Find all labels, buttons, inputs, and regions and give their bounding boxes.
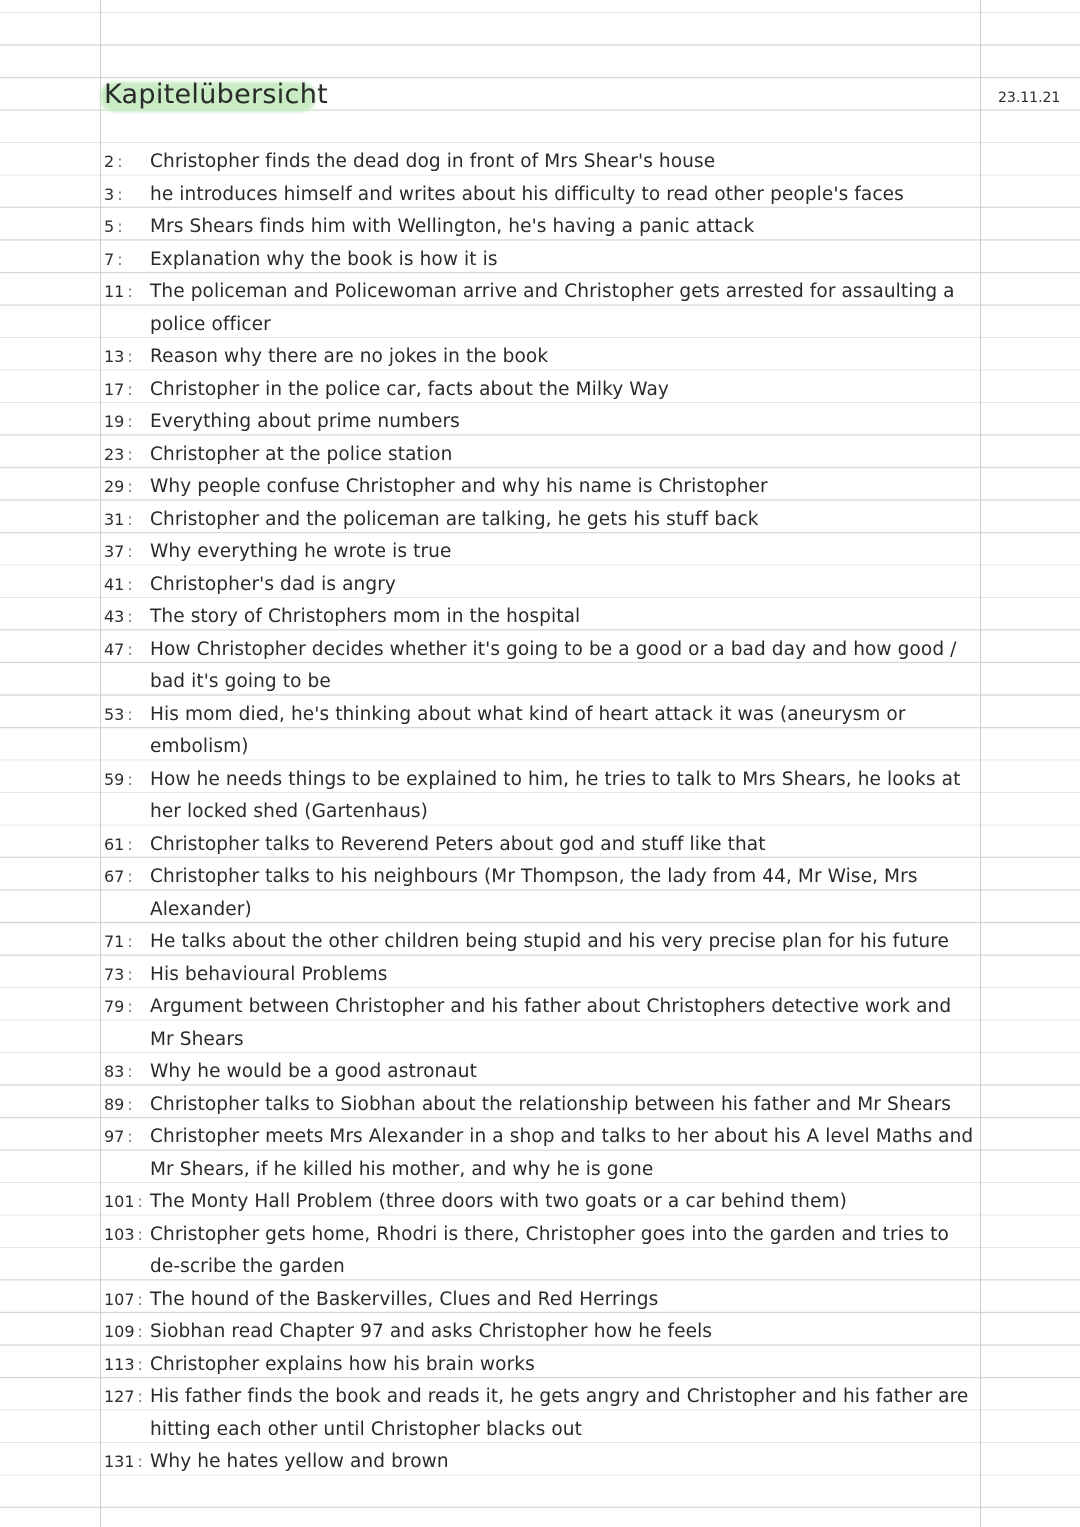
- chapter-number: [104, 861, 150, 894]
- chapter-entry: [104, 829, 976, 862]
- chapter-number: [104, 341, 150, 374]
- chapter-summary: Mrs Shears finds him with Wellington, he's having a panic attack: [150, 216, 755, 237]
- chapter-summary: His behavioural Problems: [150, 963, 388, 985]
- chapter-entry: [104, 959, 976, 992]
- chapter-entry: [104, 244, 976, 277]
- chapter-summary: he introduces himself and writes about his difficulty to read other people's faces: [150, 183, 904, 205]
- chapter-number-value: 107: [104, 1289, 135, 1309]
- chapter-number-value: 13: [104, 347, 125, 366]
- chapter-entry: [104, 991, 976, 1056]
- chapter-separator: :: [127, 1062, 133, 1081]
- chapter-number: [104, 146, 150, 179]
- chapter-summary: The Monty Hall Problem (three doors with two goats or a car behind them): [150, 1191, 847, 1212]
- chapter-number: [104, 601, 150, 634]
- chapter-summary: Christopher talks to Siobhan about the relationship between his father and Mr Shears: [150, 1093, 952, 1115]
- chapter-separator: :: [127, 607, 133, 626]
- chapter-summary: Christopher finds the dead dog in front of Mrs Shear's house: [150, 151, 716, 172]
- chapter-number: [104, 1284, 150, 1317]
- chapter-number-value: 79: [104, 997, 125, 1016]
- chapter-summary: Everything about prime numbers: [150, 411, 460, 432]
- chapter-entry: [104, 861, 976, 926]
- chapter-number: [104, 1219, 150, 1252]
- chapter-summary: Explanation why the book is how it is: [150, 248, 498, 270]
- chapter-separator: :: [127, 379, 133, 399]
- chapter-separator: :: [127, 1127, 133, 1146]
- chapter-separator: :: [127, 574, 133, 594]
- chapter-number-value: 113: [104, 1354, 135, 1374]
- chapter-entry: [104, 1089, 976, 1122]
- chapter-separator: :: [127, 542, 133, 561]
- chapter-number: [104, 211, 150, 244]
- chapter-summary: Christopher talks to Reverend Peters about god and stuff like that: [150, 833, 766, 855]
- chapter-number: [104, 926, 150, 959]
- chapter-number-value: 109: [104, 1322, 135, 1341]
- chapter-number: [104, 1381, 150, 1414]
- chapter-number: [104, 991, 150, 1024]
- chapter-number-value: 37: [104, 542, 125, 561]
- chapter-summary: Christopher at the police station: [150, 443, 453, 465]
- chapter-entry: [104, 1349, 976, 1382]
- chapter-number: [104, 1089, 150, 1122]
- page-title: Kapitelübersicht: [104, 79, 328, 110]
- chapter-number-value: 67: [104, 867, 125, 886]
- chapter-entry: [104, 1381, 976, 1446]
- chapter-separator: :: [127, 282, 133, 301]
- chapter-number-value: 97: [104, 1127, 125, 1146]
- chapter-entry: [104, 406, 976, 439]
- chapter-summary: His mom died, he's thinking about what kind of heart attack it was (aneurysm or embolism): [150, 703, 906, 757]
- chapter-summary: Argument between Christopher and his father about Christophers detective work and Mr Shears: [150, 996, 952, 1050]
- chapter-separator: :: [137, 1354, 143, 1374]
- title-block: [104, 76, 328, 116]
- chapter-separator: :: [127, 704, 133, 724]
- page-date: 23.11.21: [998, 90, 1061, 106]
- chapter-number-value: 71: [104, 932, 125, 951]
- chapter-summary: How he needs things to be explained to him, he tries to talk to Mrs Shears, he looks at her locked shed (Gartenhaus): [150, 768, 961, 822]
- chapter-entry: [104, 341, 976, 374]
- chapter-entry: [104, 1446, 976, 1479]
- chapter-separator: :: [137, 1289, 143, 1309]
- chapter-entry: [104, 179, 976, 212]
- chapter-number: [104, 276, 150, 309]
- chapter-entry: [104, 699, 976, 764]
- chapter-summary: Christopher talks to his neighbours (Mr Thompson, the lady from 44, Mr Wise, Mrs Alexander): [150, 866, 918, 920]
- chapter-separator: :: [127, 1094, 133, 1114]
- chapter-number-value: 83: [104, 1062, 125, 1081]
- chapter-entry: [104, 146, 976, 179]
- chapter-number-value: 73: [104, 964, 125, 984]
- chapter-entry: [104, 601, 976, 634]
- chapter-number: [104, 1316, 150, 1349]
- chapter-number-value: 23: [104, 444, 125, 464]
- chapter-separator: :: [127, 639, 133, 659]
- chapter-number-value: 5: [104, 217, 115, 236]
- chapter-entry: [104, 634, 976, 699]
- chapter-number: [104, 439, 150, 472]
- chapter-number: [104, 471, 150, 504]
- chapter-number-value: 47: [104, 639, 125, 659]
- chapter-entry: [104, 1186, 976, 1219]
- chapter-number-value: 103: [104, 1224, 135, 1244]
- chapter-number-value: 131: [104, 1452, 135, 1471]
- chapter-number-value: 3: [104, 184, 115, 204]
- chapter-number-value: 2: [104, 152, 115, 171]
- chapter-separator: :: [127, 769, 133, 789]
- chapter-number: [104, 406, 150, 439]
- chapter-separator: :: [127, 834, 133, 854]
- chapter-summary: Christopher's dad is angry: [150, 573, 396, 595]
- chapter-separator: :: [137, 1192, 143, 1211]
- chapter-separator: :: [127, 444, 133, 464]
- chapter-number-value: 61: [104, 834, 125, 854]
- chapter-number: [104, 764, 150, 797]
- chapter-summary: The policeman and Policewoman arrive and Christopher gets arrested for assaulting a police officer: [150, 281, 955, 335]
- chapter-number: [104, 504, 150, 537]
- chapter-separator: :: [127, 347, 133, 366]
- chapter-number-value: 31: [104, 509, 125, 529]
- chapter-separator: :: [127, 932, 133, 951]
- right-margin-line: [980, 0, 981, 1527]
- chapter-entry: [104, 1284, 976, 1317]
- chapter-separator: :: [127, 509, 133, 529]
- chapter-list: [104, 146, 976, 1479]
- chapter-number: [104, 699, 150, 732]
- chapter-number: [104, 1056, 150, 1089]
- chapter-number: [104, 374, 150, 407]
- chapter-number: [104, 829, 150, 862]
- chapter-separator: :: [127, 997, 133, 1016]
- chapter-number: [104, 179, 150, 212]
- chapter-separator: :: [137, 1224, 143, 1244]
- chapter-summary: Reason why there are no jokes in the book: [150, 346, 549, 367]
- chapter-number: [104, 634, 150, 667]
- chapter-summary: His father finds the book and reads it, he gets angry and Christopher and his father are hitting each other until Christopher blacks out: [150, 1386, 969, 1440]
- chapter-summary: The hound of the Baskervilles, Clues and Red Herrings: [150, 1288, 659, 1310]
- chapter-number: [104, 536, 150, 569]
- chapter-number: [104, 1121, 150, 1154]
- chapter-number-value: 89: [104, 1094, 125, 1114]
- chapter-entry: [104, 374, 976, 407]
- chapter-number: [104, 1349, 150, 1382]
- chapter-summary: Christopher explains how his brain works: [150, 1353, 535, 1375]
- chapter-separator: :: [117, 217, 123, 236]
- chapter-number-value: 43: [104, 607, 125, 626]
- chapter-entry: [104, 536, 976, 569]
- chapter-separator: :: [117, 152, 123, 171]
- chapter-number: [104, 244, 150, 277]
- chapter-entry: [104, 1056, 976, 1089]
- chapter-summary: He talks about the other children being stupid and his very precise plan for his future: [150, 931, 950, 952]
- chapter-number: [104, 1186, 150, 1219]
- chapter-summary: Siobhan read Chapter 97 and asks Christopher how he feels: [150, 1321, 713, 1342]
- chapter-number-value: 11: [104, 282, 125, 301]
- chapter-entry: [104, 1219, 976, 1284]
- chapter-entry: [104, 504, 976, 537]
- chapter-separator: :: [127, 477, 133, 496]
- chapter-summary: Christopher gets home, Rhodri is there, Christopher goes into the garden and tries to de-scribe the garden: [150, 1223, 949, 1277]
- chapter-number-value: 17: [104, 379, 125, 399]
- chapter-summary: Why he hates yellow and brown: [150, 1451, 449, 1472]
- chapter-entry: [104, 764, 976, 829]
- chapter-entry: [104, 439, 976, 472]
- chapter-entry: [104, 569, 976, 602]
- chapter-number-value: 29: [104, 477, 125, 496]
- chapter-number-value: 101: [104, 1192, 135, 1211]
- chapter-summary: Christopher in the police car, facts about the Milky Way: [150, 378, 669, 400]
- chapter-entry: [104, 926, 976, 959]
- chapter-summary: The story of Christophers mom in the hospital: [150, 606, 581, 627]
- chapter-number: [104, 569, 150, 602]
- chapter-number-value: 41: [104, 574, 125, 594]
- chapter-entry: [104, 1316, 976, 1349]
- chapter-summary: Christopher meets Mrs Alexander in a shop and talks to her about his A level Maths and Mr Shears, if he killed his mother, and why he is gone: [150, 1126, 974, 1180]
- chapter-separator: :: [137, 1452, 143, 1471]
- chapter-entry: [104, 471, 976, 504]
- chapter-number-value: 127: [104, 1387, 135, 1406]
- chapter-separator: :: [137, 1322, 143, 1341]
- chapter-number-value: 7: [104, 249, 115, 269]
- chapter-summary: Why he would be a good astronaut: [150, 1061, 477, 1082]
- chapter-number: [104, 1446, 150, 1479]
- chapter-summary: Why everything he wrote is true: [150, 541, 452, 562]
- chapter-separator: :: [137, 1387, 143, 1406]
- chapter-number: [104, 959, 150, 992]
- chapter-summary: How Christopher decides whether it's going to be a good or a bad day and how good / bad it's going to be: [150, 638, 957, 692]
- chapter-separator: :: [127, 867, 133, 886]
- chapter-entry: [104, 276, 976, 341]
- chapter-separator: :: [127, 964, 133, 984]
- chapter-number-value: 59: [104, 769, 125, 789]
- chapter-entry: [104, 211, 976, 244]
- chapter-number-value: 53: [104, 704, 125, 724]
- chapter-separator: :: [117, 184, 123, 204]
- chapter-summary: Why people confuse Christopher and why his name is Christopher: [150, 476, 768, 497]
- chapter-entry: [104, 1121, 976, 1186]
- chapter-summary: Christopher and the policeman are talking, he gets his stuff back: [150, 508, 759, 530]
- chapter-separator: :: [117, 249, 123, 269]
- left-margin-line: [100, 0, 101, 1527]
- chapter-number-value: 19: [104, 412, 125, 431]
- chapter-separator: :: [127, 412, 133, 431]
